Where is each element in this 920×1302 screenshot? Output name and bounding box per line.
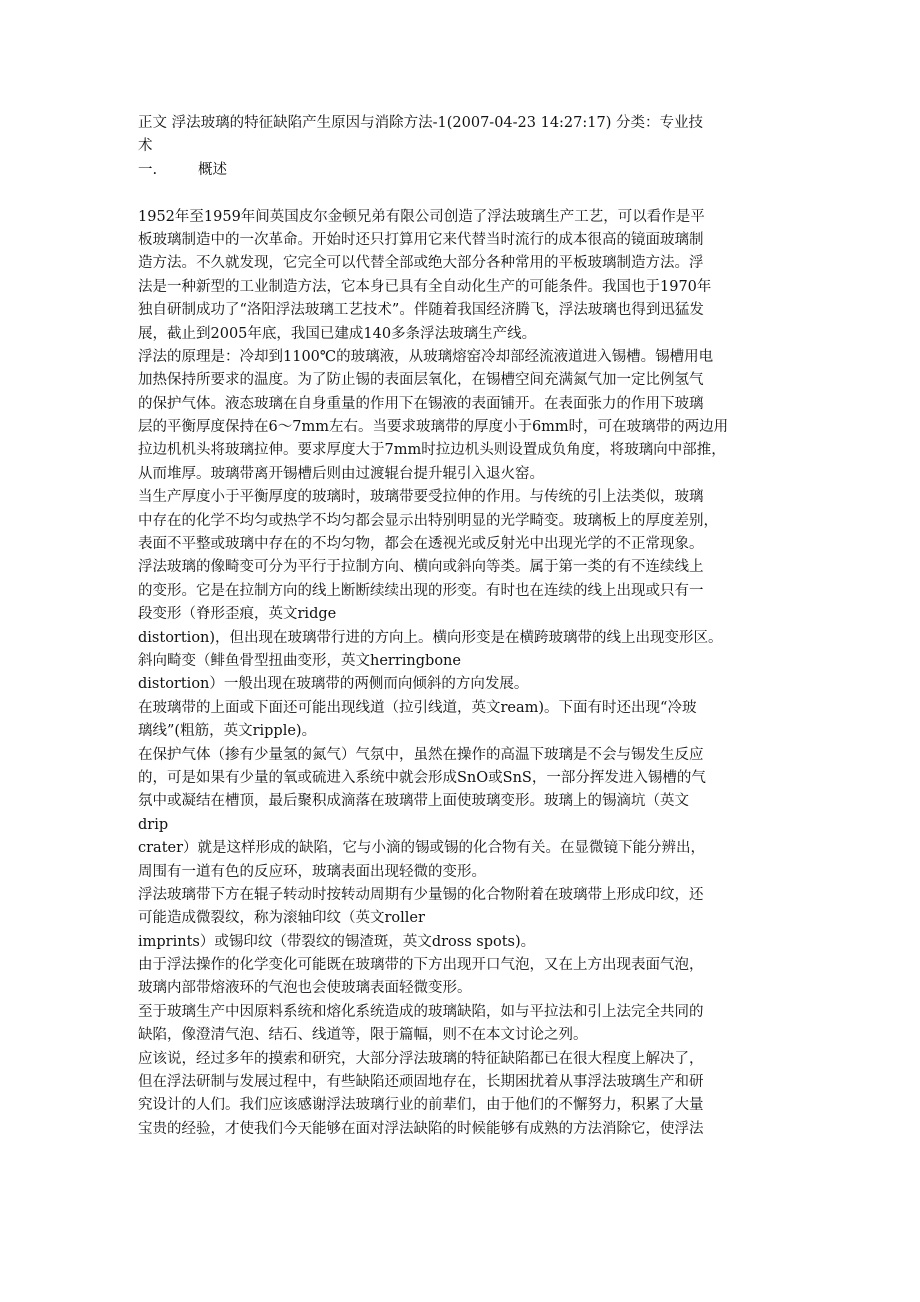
body-text-line: 表面不平整或玻璃中存在的不均匀物，都会在透视光或反射光中出现光学的不正常现象。 <box>138 536 704 553</box>
blank-line <box>138 182 802 205</box>
body-text-line: 浮法的原理是：冷却到1100℃的玻璃液，从玻璃熔窑冷却部经流液道进入锡槽。锡槽用电 <box>138 348 714 365</box>
body-text-line: 加热保持所要求的温度。为了防止锡的表面层氧化，在锡槽空间充满氮气加一定比例氢气 <box>138 372 704 389</box>
body-text-line: 造方法。不久就发现，它完全可以代替全部或绝大部分各种常用的平板玻璃制造方法。浮 <box>138 255 704 272</box>
body-text-line: 浮法玻璃带下方在辊子转动时按转动周期有少量锡的化合物附着在玻璃带上形成印纹，还 <box>138 886 704 903</box>
body-text-line: 在玻璃带的上面或下面还可能出现线道（拉引线道，英文ream)。下面有时还出现“冷玻 <box>138 699 697 716</box>
body-text-line: 在保护气体（掺有少量氢的氮气）气氛中，虽然在操作的高温下玻璃是不会与锡发生反应 <box>138 746 704 763</box>
body-text-line: 1952年至1959年间英国皮尔金顿兄弟有限公司创造了浮法玻璃生产工艺，可以看作是平 <box>138 208 705 225</box>
body-text-line: 可能造成微裂纹，称为滚轴印纹（英文roller <box>138 910 425 927</box>
body-text-line: 层的平衡厚度保持在6～7mm左右。当要求玻璃带的厚度小于6mm时，可在玻璃带的两边用 <box>138 419 729 436</box>
body-text-line: imprints）或锡印纹（带裂纹的锡渣斑，英文dross spots)。 <box>138 933 536 950</box>
body-text-line: 宝贵的经验，才使我们今天能够在面对浮法缺陷的时候能够有成熟的方法消除它，使浮法 <box>138 1120 704 1137</box>
body-text-line: 璃线”(粗筋，英文ripple)。 <box>138 723 317 740</box>
body-text-line: crater）就是这样形成的缺陷，它与小滴的锡或锡的化合物有关。在显微镜下能分辨出， <box>138 840 706 857</box>
body-text-line: 的，可是如果有少量的氧或硫进入系统中就会形成SnO或SnS，一部分挥发进入锡槽的气 <box>138 769 706 786</box>
body-text-line: 但在浮法研制与发展过程中，有些缺陷还顽固地存在，长期困扰着从事浮法玻璃生产和研 <box>138 1074 704 1091</box>
body-text-line: 中存在的化学不均匀或热学不均匀都会显示出特别明显的光学畸变。玻璃板上的厚度差别， <box>138 512 718 529</box>
body-text-line: 板玻璃制造中的一次革命。开始时还只打算用它来代替当时流行的成本很高的镜面玻璃制 <box>138 231 704 248</box>
body-text-line: 段变形（脊形歪痕，英文ridge <box>138 606 337 623</box>
body-text-line: 拉边机机头将玻璃拉伸。要求厚度大于7mm时拉边机头则设置成负角度，将玻璃向中部推， <box>138 442 726 459</box>
body-text-line: 当生产厚度小于平衡厚度的玻璃时，玻璃带要受拉伸的作用。与传统的引上法类似，玻璃 <box>138 489 704 506</box>
document-title-line-1: 正文 浮法玻璃的特征缺陷产生原因与消除方法-1(2007-04-23 14:27:17) 分类：专业技 <box>138 115 703 131</box>
body-text-line: 缺陷，像澄清气泡、结石、线道等，限于篇幅，则不在本文讨论之列。 <box>138 1027 588 1044</box>
document-title-line-2: 术 <box>138 138 153 155</box>
body-text-line: drip <box>138 816 169 833</box>
body-text-line: 应该说，经过多年的摸索和研究，大部分浮法玻璃的特征缺陷都已在很大程度上解决了， <box>138 1050 704 1067</box>
body-text-line: 独自研制成功了“洛阳浮法玻璃工艺技术”。伴随着我国经济腾飞，浮法玻璃也得到迅猛发 <box>138 302 704 319</box>
document-page <box>138 112 802 1141</box>
body-text-line: 的变形。它是在拉制方向的线上断断续续出现的形变。有时也在连续的线上出现或只有一 <box>138 582 704 599</box>
body-text-line: 究设计的人们。我们应该感谢浮法玻璃行业的前辈们，由于他们的不懈努力，积累了大量 <box>138 1097 704 1114</box>
body-text-line: 展，截止到2005年底，我国已建成140多条浮法玻璃生产线。 <box>138 325 537 342</box>
body-text-line: 从而堆厚。玻璃带离开锡槽后则由过渡辊台提升辊引入退火窑。 <box>138 465 544 482</box>
body-text-line: 斜向畸变（鲱鱼骨型扭曲变形，英文herringbone <box>138 652 461 669</box>
body-text-line: 至于玻璃生产中因原料系统和熔化系统造成的玻璃缺陷，如与平拉法和引上法完全共同的 <box>138 1003 704 1020</box>
section-number: 一. <box>138 161 158 178</box>
body-text-line: distortion）一般出现在玻璃带的两侧而向倾斜的方向发展。 <box>138 676 529 693</box>
body-text-line: 玻璃内部带熔液环的气泡也会使玻璃表面轻微变形。 <box>138 980 472 997</box>
body-text-line: 氛中或凝结在槽顶，最后聚积成滴落在玻璃带上面使玻璃变形。玻璃上的锡滴坑（英文 <box>138 793 689 810</box>
body-text-line: 浮法玻璃的像畸变可分为平行于拉制方向、横向或斜向等类。属于第一类的有不连续线上 <box>138 559 704 576</box>
body-text-line: 由于浮法操作的化学变化可能既在玻璃带的下方出现开口气泡，又在上方出现表面气泡， <box>138 957 704 974</box>
document-body <box>138 206 802 1142</box>
section-label: 概述 <box>198 161 227 178</box>
body-text-line: 法是一种新型的工业制造方法，它本身已具有全自动化生产的可能条件。我国也于1970年 <box>138 278 712 295</box>
body-text-line: 的保护气体。液态玻璃在自身重量的作用下在锡液的表面铺开。在表面张力的作用下玻璃 <box>138 395 704 412</box>
body-text-line: 周围有一道有色的反应环，玻璃表面出现轻微的变形。 <box>138 863 486 880</box>
section-heading <box>138 159 802 182</box>
body-text-line: distortion)，但出现在玻璃带行进的方向上。横向形变是在横跨玻璃带的线上出现变形区。 <box>138 629 723 646</box>
